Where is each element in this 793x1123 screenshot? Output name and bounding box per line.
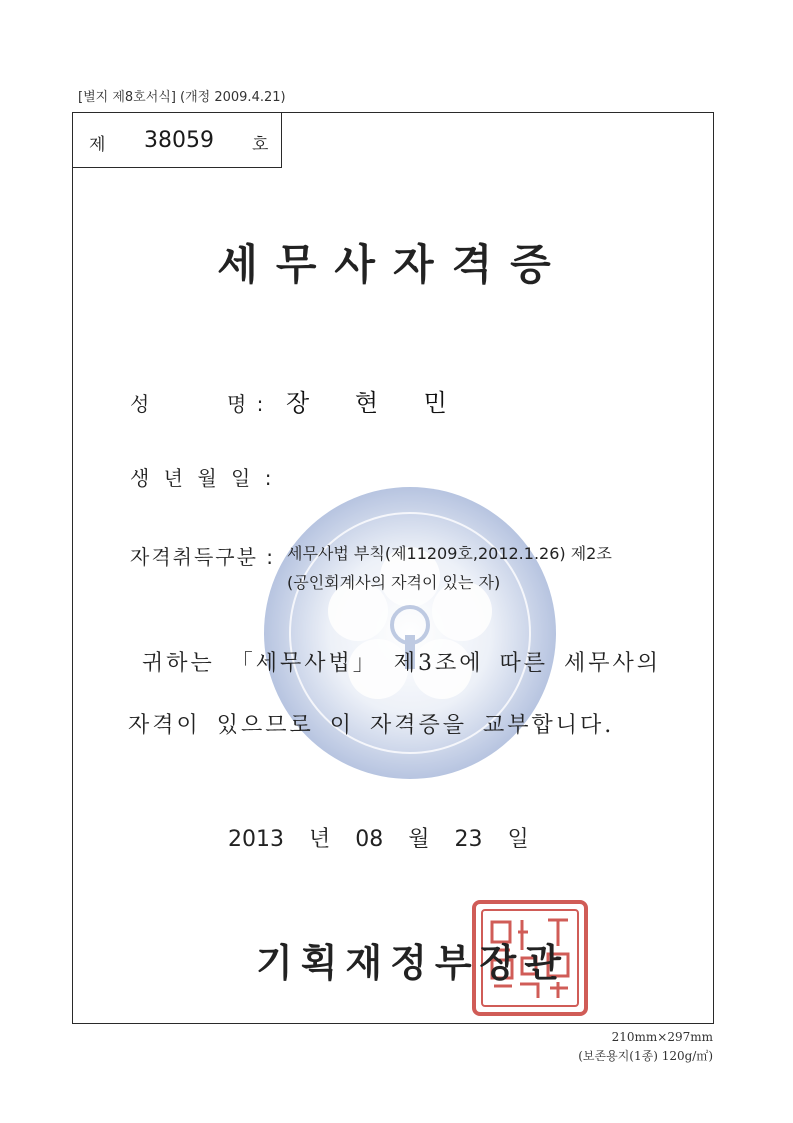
qualification-label: 자격취득구분 :: [130, 545, 276, 569]
issue-date: 2013 년 08 월 23 일: [228, 827, 529, 852]
certificate-title: 세무사자격증: [217, 240, 569, 289]
body-text-line-2: 자격이 있으므로 이 자격증을 교부합니다.: [128, 713, 615, 738]
name-value: 장 현 민: [286, 389, 447, 417]
issuer-name: 기획재정부장관: [256, 940, 569, 985]
paper-spec: (보존용지(1종) 120g/㎡): [578, 1049, 713, 1063]
serial-suffix: 호: [252, 135, 269, 155]
serial-number: 38059: [144, 128, 214, 153]
name-label-first: 성: [130, 392, 152, 416]
paper-size: 210mm×297mm: [611, 1030, 713, 1044]
birthdate-label: 생 년 월 일 :: [130, 466, 274, 490]
qualification-basis: 세무사법 부칙(제11209호,2012.1.26) 제2조: [287, 544, 612, 563]
body-text-line-1: 귀하는 「세무사법」 제3조에 따른 세무사의: [142, 651, 662, 676]
qualification-detail: (공인회계사의 자격이 있는 자): [287, 573, 501, 592]
form-number-note: [별지 제8호서식] (개정 2009.4.21): [78, 90, 286, 105]
name-label-second: 명 :: [227, 392, 266, 416]
serial-prefix: 제: [89, 135, 106, 155]
